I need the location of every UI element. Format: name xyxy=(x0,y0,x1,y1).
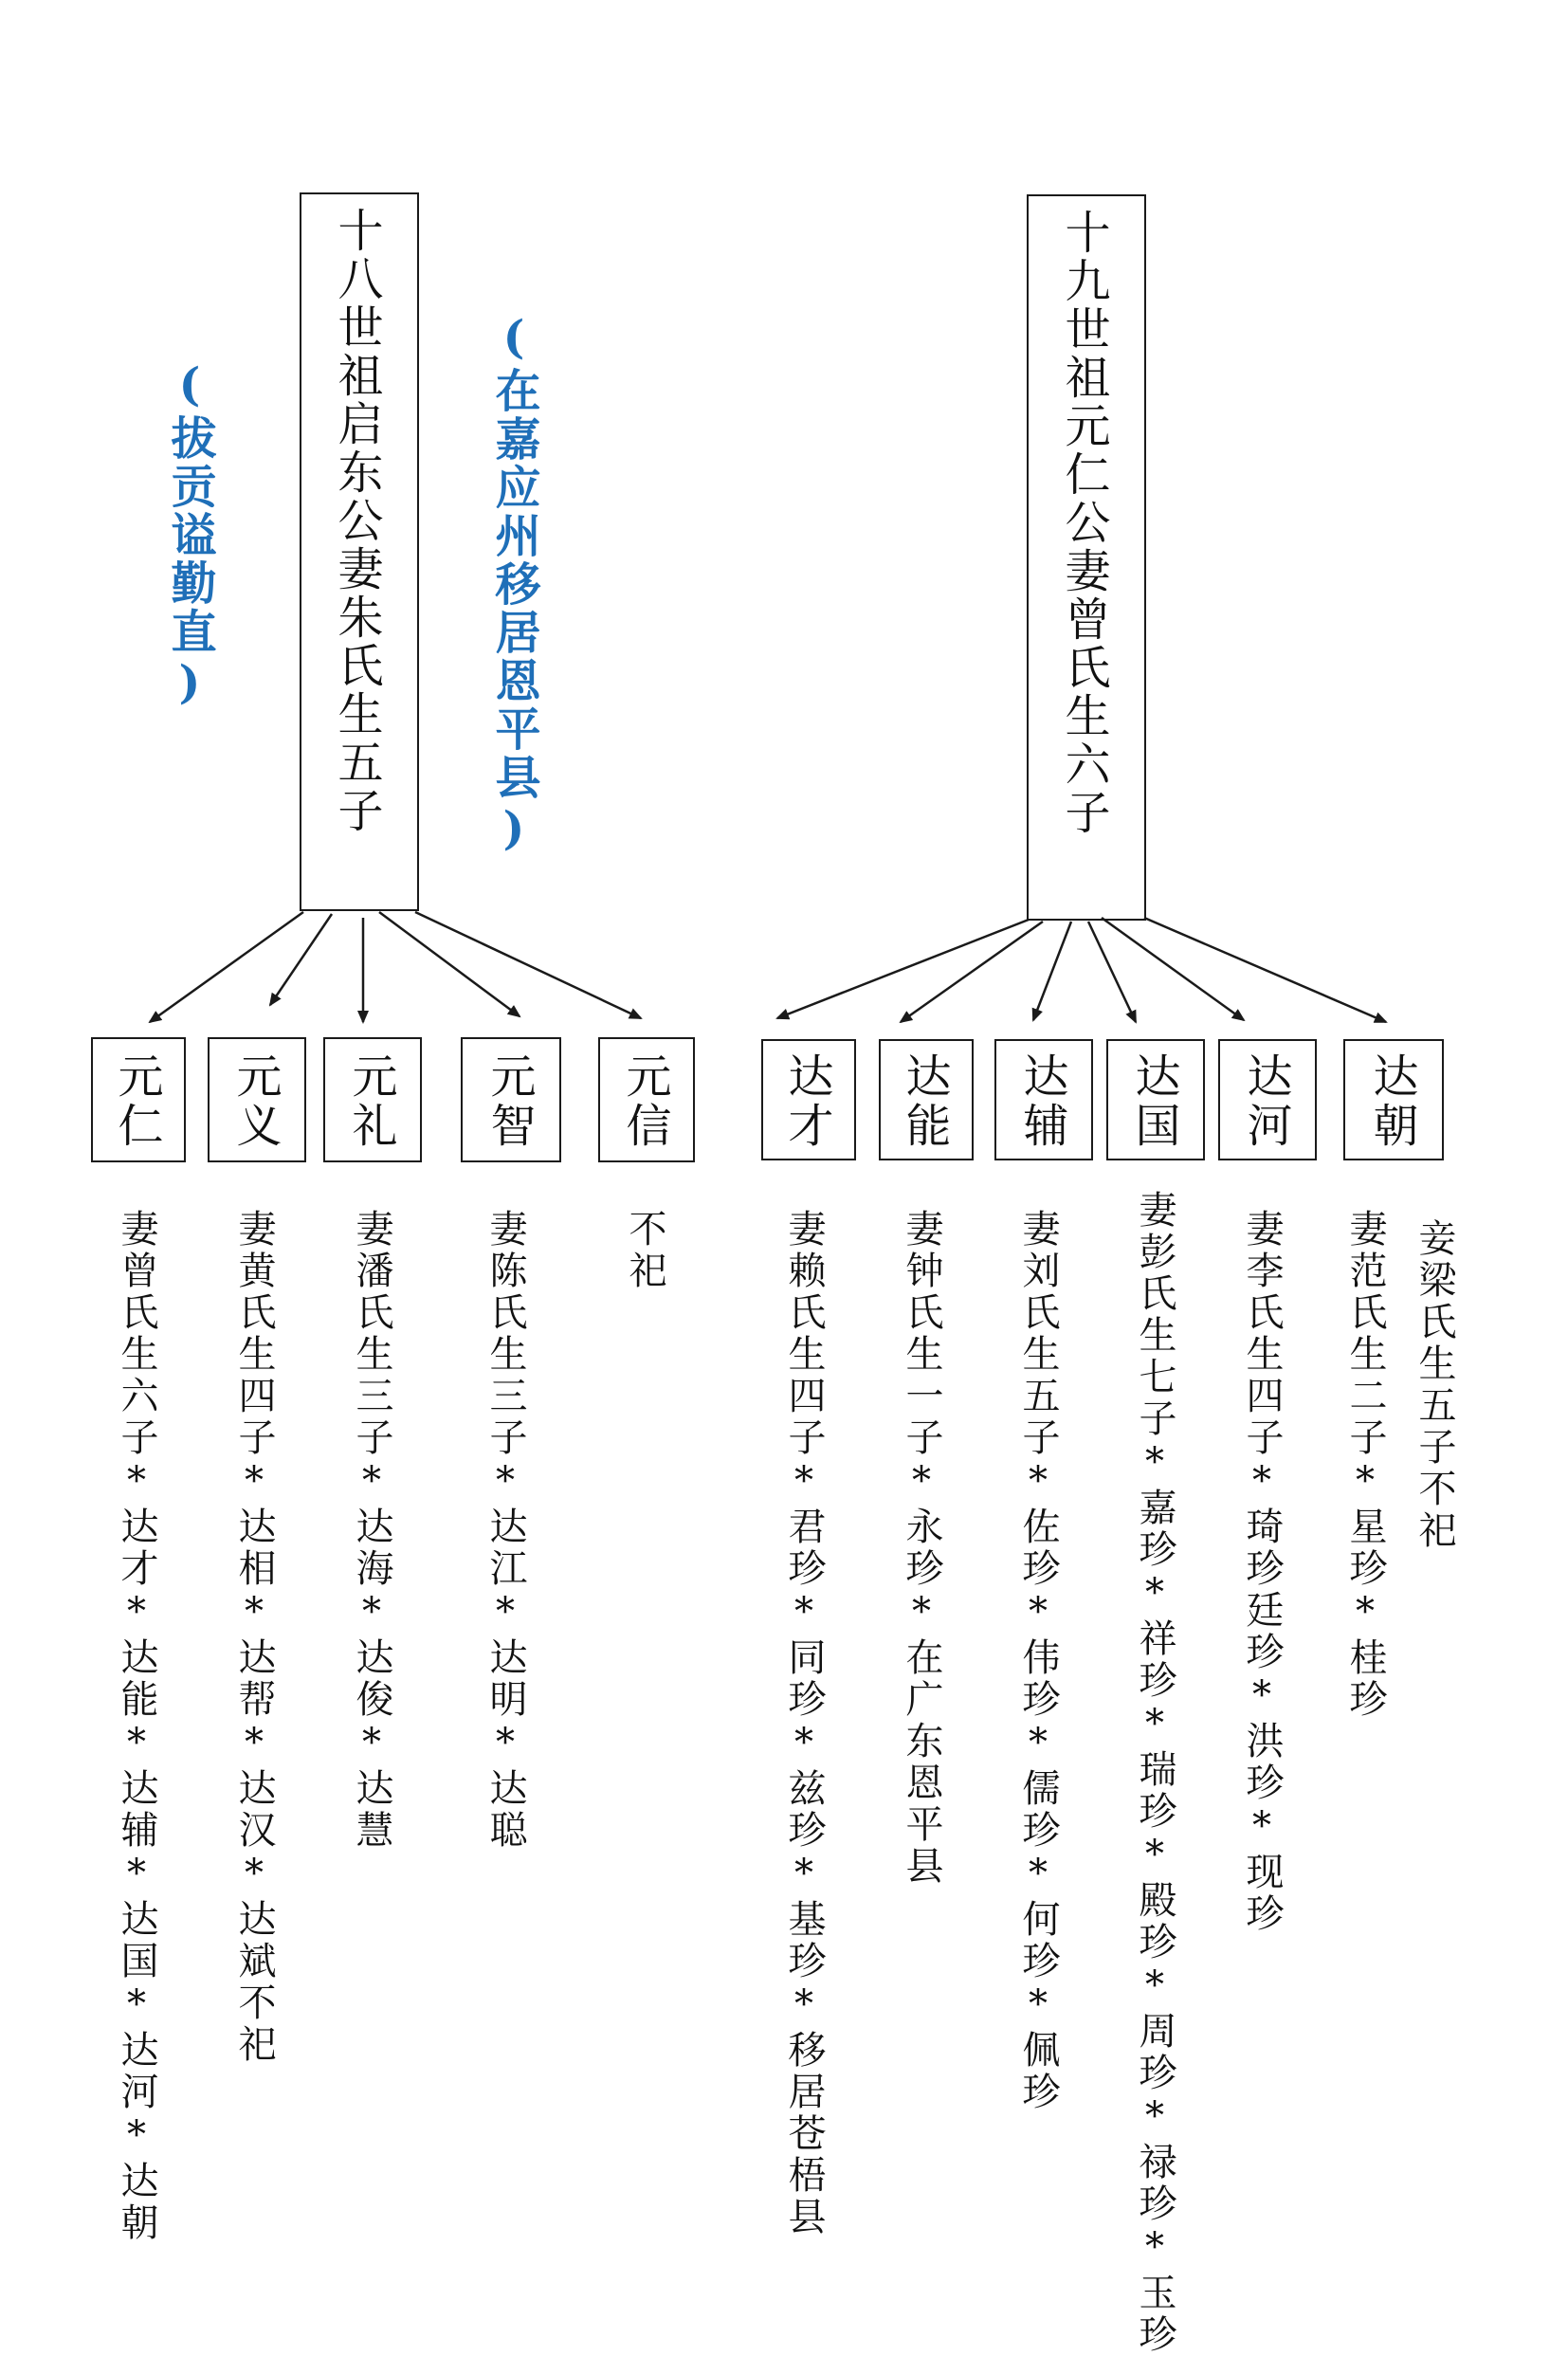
desc-daneng: 妻钟氏生一子*永珍*在广东恩平县 xyxy=(900,1209,943,1888)
arrow-to-dachao xyxy=(1144,918,1386,1022)
desc-dachao: 妻范氏生二子*星珍*桂珍 xyxy=(1343,1209,1387,1721)
gen18-note-right: (在嘉应州移居恩平县) xyxy=(487,311,540,858)
desc-yuanli: 妻潘氏生三子*达海*达俊*达慧 xyxy=(350,1209,393,1852)
child-label-yuanzhi: 元智 xyxy=(483,1052,536,1151)
desc-dahe: 妻李氏生四子*琦珍廷珍*洪珍*现珍 xyxy=(1240,1209,1284,1935)
child-label-dachao: 达朝 xyxy=(1365,1052,1418,1151)
child-label-dahe: 达河 xyxy=(1239,1052,1292,1151)
gen19-title: 十九世祖元仁公妻曾氏生六子 xyxy=(1057,209,1110,837)
child-label-yuanyi: 元义 xyxy=(228,1052,282,1151)
child-label-daneng: 达能 xyxy=(898,1052,951,1151)
gen18-title: 十八世祖启东公妻朱氏生五子 xyxy=(330,207,383,835)
child-label-yuanxin: 元信 xyxy=(618,1052,671,1151)
desc-daguo: 妻彭氏生七子*嘉珍*祥珍*瑞珍*殿珍*周珍*禄珍*玉珍 xyxy=(1133,1190,1176,2356)
child-label-yuanli: 元礼 xyxy=(344,1052,397,1151)
desc-yuanxin: 不祀 xyxy=(623,1209,666,1292)
arrow-to-yuanyi xyxy=(270,914,332,1005)
arrow-to-dafu xyxy=(1033,922,1071,1020)
gen18-note-left: (拔贡谥勤直) xyxy=(163,358,216,712)
desc-concubine-liang: 妾梁氏生五子不祀 xyxy=(1413,1218,1456,1552)
arrow-to-dacai xyxy=(777,920,1029,1018)
arrow-to-daneng xyxy=(901,922,1043,1022)
arrow-to-dahe xyxy=(1102,918,1244,1020)
child-label-dacai: 达才 xyxy=(780,1052,833,1151)
desc-dacai: 妻赖氏生四子*君珍*同珍*兹珍*基珍*移居苍梧县 xyxy=(782,1209,826,2238)
desc-yuanyi: 妻黄氏生四子*达相*达帮*达汉*达斌不祀 xyxy=(232,1209,276,2066)
child-label-daguo: 达国 xyxy=(1127,1052,1180,1151)
child-label-yuanren: 元仁 xyxy=(110,1052,163,1151)
desc-yuanren: 妻曾氏生六子*达才*达能*达辅*达国*达河*达朝 xyxy=(115,1209,158,2244)
desc-dafu: 妻刘氏生五子*佐珍*伟珍*儒珍*何珍*佩珍 xyxy=(1016,1209,1060,2113)
child-label-dafu: 达辅 xyxy=(1015,1052,1068,1151)
desc-yuanzhi: 妻陈氏生三子*达江*达明*达聪 xyxy=(483,1209,527,1852)
arrow-to-yuanren xyxy=(150,912,303,1022)
